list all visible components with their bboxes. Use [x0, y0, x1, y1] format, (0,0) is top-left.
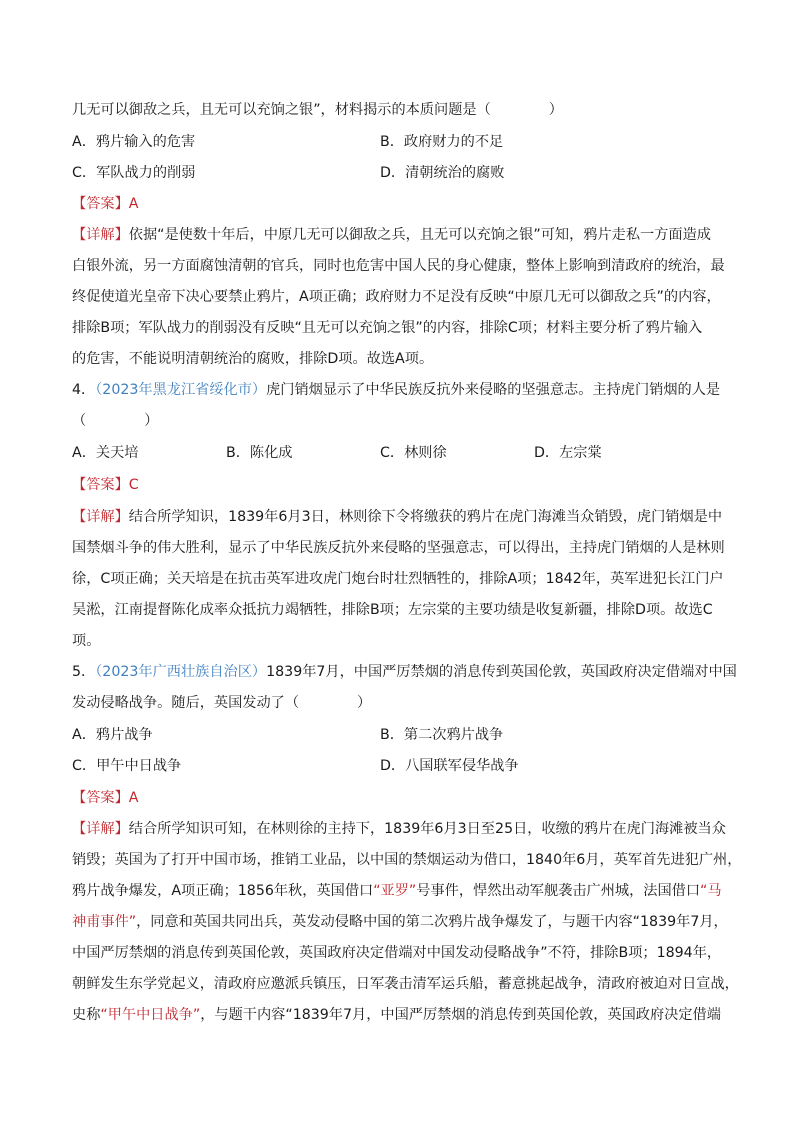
q5-detail-3a: 鸦片战争爆发，A项正确；1856年秋，英国借口 [72, 883, 374, 899]
q3-detail-line-1 [72, 225, 722, 245]
q5-detail-line-1 [72, 819, 726, 839]
q3-answer-label: 【答案】 [72, 196, 129, 212]
q4-answer-value: C [128, 477, 139, 493]
q5-stem-text: 1839年7月，中国严厉禁烟的消息传到英国伦敦，英国政府决定借端对中国 [266, 664, 737, 680]
q5-detail-line-5: 中国严厉禁烟的消息传到英国伦敦，英国政府决定借端对中国发动侵略战争”不符，排除B项；1894年， [72, 945, 722, 961]
q4-option-c: C．林则徐 [380, 445, 447, 461]
q5-detail-line-4 [72, 912, 728, 932]
q5-option-a: A．鸦片战争 [72, 727, 153, 743]
q3-answer [72, 194, 722, 214]
q3-stem-close: ） [548, 102, 563, 118]
q3-option-c: C．军队战力的削弱 [72, 165, 196, 181]
q5-detail-4-rest: ，同意和英国共同出兵，英发动侵略中国的第二次鸦片战争爆发了，与题干内容“1839年7月， [136, 914, 728, 930]
q5-detail-3-arrow-incident: “亚罗” [373, 883, 417, 899]
q3-detail-line-2: 白银外流，另一方面腐蚀清朝的官兵，同时也危害中国人民的身心健康，整体上影响到清政府的统治，最 [72, 258, 725, 274]
q4-bracket-close: ） [144, 413, 159, 429]
q5-bracket-close: ） [357, 695, 372, 711]
q5-detail-line-3 [72, 881, 722, 901]
q4-source: （2023年黑龙江省绥化市） [95, 382, 267, 398]
q3-answer-value: A [128, 196, 139, 212]
q4-answer [72, 475, 722, 495]
q3-detail-line-5: 的危害，不能说明清朝统治的腐败，排除D项。故选A项。 [72, 351, 434, 367]
q5-detail-7b: ，与题干内容“1839年7月，中国严厉禁烟的消息传到英国伦敦，英国政府决定借端 [200, 1007, 721, 1023]
q5-detail-line-2: 销毁；英国为了打开中国市场，推销工业品，以中国的禁烟运动为借口，1840年6月，英军首先进犯广州， [72, 852, 742, 868]
q4-option-b: B．陈化成 [226, 445, 293, 461]
q5-option-d: D．八国联军侵华战争 [380, 758, 519, 774]
q3-option-b: B．政府财力的不足 [380, 134, 504, 150]
q5-option-b: B．第二次鸦片战争 [380, 727, 504, 743]
q5-detail-3-ma: “马 [700, 883, 722, 899]
q5-detail-line-6: 朝鲜发生东学党起义，清政府应邀派兵镇压，日军袭击清军运兵船，蓄意挑起战争，清政府被迫对日宣战， [72, 976, 739, 992]
q4-detail-line-3: 徐，C项正确；关天培是在抗击英军进攻虎门炮台时壮烈牺牲的，排除A项；1842年，英军进犯长江门户 [72, 571, 724, 587]
q4-stem-line-1 [72, 380, 722, 400]
q4-answer-label: 【答案】 [72, 477, 129, 493]
q5-answer-label: 【答案】 [72, 790, 129, 806]
q4-detail-line-1 [72, 507, 722, 527]
q5-detail-7-war: “甲午中日战争” [100, 1007, 201, 1023]
q5-detail-7a: 史称 [72, 1007, 101, 1023]
q5-option-c: C．甲午中日战争 [72, 758, 182, 774]
q4-stem-line-2 [72, 411, 722, 431]
q4-bracket-open: （ [72, 413, 87, 429]
q4-detail-line-4: 吴淞，江南提督陈化成率众抵抗力竭牺牲，排除B项；左宗棠的主要功绩是收复新疆，排除D项。故选C [72, 602, 713, 618]
q4-number: 4． [72, 382, 96, 398]
q4-option-d: D．左宗棠 [534, 445, 602, 461]
q3-option-d: D．清朝统治的腐败 [380, 165, 505, 181]
q5-detail-3b: 号事件，悍然出动军舰袭击广州城，法国借口 [416, 883, 701, 899]
q3-stem-text: 几无可以御敌之兵，且无可以充饷之银”，材料揭示的本质问题是（ [72, 102, 491, 118]
q3-detail-label: 【详解】 [72, 227, 129, 243]
q5-source: （2023年广西壮族自治区） [95, 664, 267, 680]
q5-stem-text-2: 发动侵略战争。随后，英国发动了（ [72, 695, 300, 711]
q5-detail-text-1: 结合所学知识可知，在林则徐的主持下，1839年6月3日至25日，收缴的鸦片在虎门海滩被当众 [128, 821, 726, 837]
q5-detail-line-7 [72, 1005, 722, 1025]
q5-detail-4-chapdelaine: 神甫事件” [72, 914, 137, 930]
q4-detail-line-5: 项。 [72, 633, 101, 649]
q5-number: 5． [72, 664, 96, 680]
q4-detail-line-2: 国禁烟斗争的伟大胜利，显示了中华民族反抗外来侵略的坚强意志，可以得出，主持虎门销烟的人是林则 [72, 540, 725, 556]
q4-detail-label: 【详解】 [72, 509, 129, 525]
q3-detail-line-4: 排除B项；军队战力的削弱没有反映“且无可以充饷之银”的内容，排除C项；材料主要分析了鸦片输入 [72, 320, 703, 336]
q5-answer-value: A [128, 790, 139, 806]
q5-stem-line-1 [72, 662, 737, 682]
q5-answer [72, 788, 722, 808]
q4-detail-text-1: 结合所学知识，1839年6月3日，林则徐下令将缴获的鸦片在虎门海滩当众销毁，虎门销烟是中 [128, 509, 723, 525]
q3-stem [72, 100, 722, 120]
q3-option-a: A．鸦片输入的危害 [72, 134, 196, 150]
q3-detail-line-3: 终促使道光皇帝下决心要禁止鸦片，A项正确；政府财力不足没有反映“中原几无可以御敌之兵”的内容， [72, 289, 721, 305]
q3-detail-text-1: 依据“是使数十年后，中原几无可以御敌之兵，且无可以充饷之银”可知，鸦片走私一方面造成 [128, 227, 711, 243]
q4-option-a: A．关天培 [72, 445, 139, 461]
q5-detail-label: 【详解】 [72, 821, 129, 837]
q5-stem-line-2 [72, 693, 722, 713]
q4-stem-text: 虎门销烟显示了中华民族反抗外来侵略的坚强意志。主持虎门销烟的人是 [266, 382, 721, 398]
